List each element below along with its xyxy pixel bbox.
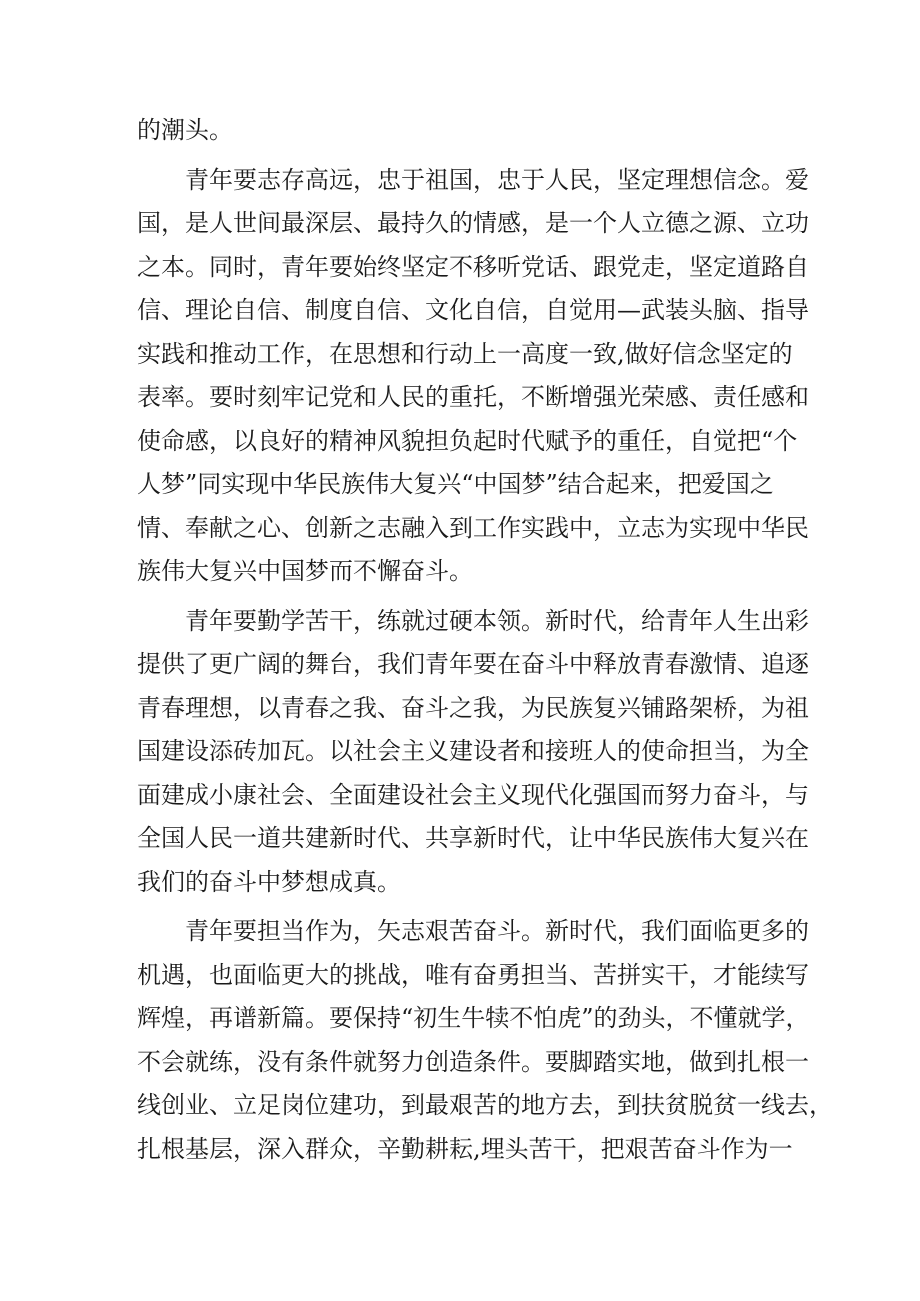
text-line: 人梦”同实现中华民族伟大复兴“中国梦”结合起来，把爱国之 <box>137 470 774 498</box>
body-text <box>137 109 833 1171</box>
text-line: 情、奉献之心、创新之志融入到工作实践中，立志为实现中华民 <box>137 513 809 542</box>
text-line: 的潮头。 <box>137 116 233 144</box>
text-line: 族伟大复兴中国梦而不懈奋斗。 <box>137 557 473 585</box>
text-line: 青年要担当作为，矢志艰苦奋斗。新时代，我们面临更多的 <box>185 917 809 945</box>
text-line: 扎根基层，深入群众，辛勤耕耘,埋头苦干，把艰苦奋斗作为一 <box>137 1134 793 1163</box>
text-line: 信、理论自信、制度自信、文化自信，自觉用—武装头脑、指导 <box>137 296 809 324</box>
text-line: 青年要勤学苦干，练就过硬本领。新时代，给青年人生出彩 <box>185 606 809 635</box>
text-line: 使命感，以良好的精神风貌担负起时代赋予的重任，自觉把“个 <box>137 426 798 455</box>
text-line: 线创业、立足岗位建功，到最艰苦的地方去，到扶贫脱贫一线去， <box>137 1091 833 1119</box>
text-line: 不会就练，没有条件就努力创造条件。要脚踏实地，做到扎根一 <box>137 1047 809 1076</box>
text-line: 辉煌，再谱新篇。要保持“初生牛犊不怕虎”的劲头，不懂就学， <box>137 1004 810 1032</box>
text-line: 国，是人世间最深层、最持久的情感，是一个人立德之源、立功 <box>137 209 809 237</box>
text-line: 实践和推动工作，在思想和行动上一高度一致,做好信念坚定的 <box>137 339 793 368</box>
text-line: 机遇，也面临更大的挑战，唯有奋勇担当、苦拼实干，才能续写 <box>137 960 809 989</box>
text-line: 我们的奋斗中梦想成真。 <box>137 867 401 896</box>
text-line: 之本。同时，青年要始终坚定不移听党话、跟党走，坚定道路自 <box>137 252 809 281</box>
text-line: 全国人民一道共建新时代、共享新时代，让中华民族伟大复兴在 <box>137 824 809 852</box>
text-line: 面建成小康社会、全面建设社会主义现代化强国而努力奋斗，与 <box>137 780 809 809</box>
text-line: 青年要志存高远，忠于祖国，忠于人民，坚定理想信念。爱 <box>185 165 809 194</box>
text-line: 国建设添砖加瓦。以社会主义建设者和接班人的使命担当，为全 <box>137 737 809 765</box>
text-line: 青春理想，以青春之我、奋斗之我，为民族复兴铺路架桥，为祖 <box>137 693 809 722</box>
text-line: 表率。要时刻牢记党和人民的重托，不断增强光荣感、责任感和 <box>137 383 809 411</box>
text-line: 提供了更广阔的舞台，我们青年要在奋斗中释放青春激情、追逐 <box>137 650 809 678</box>
